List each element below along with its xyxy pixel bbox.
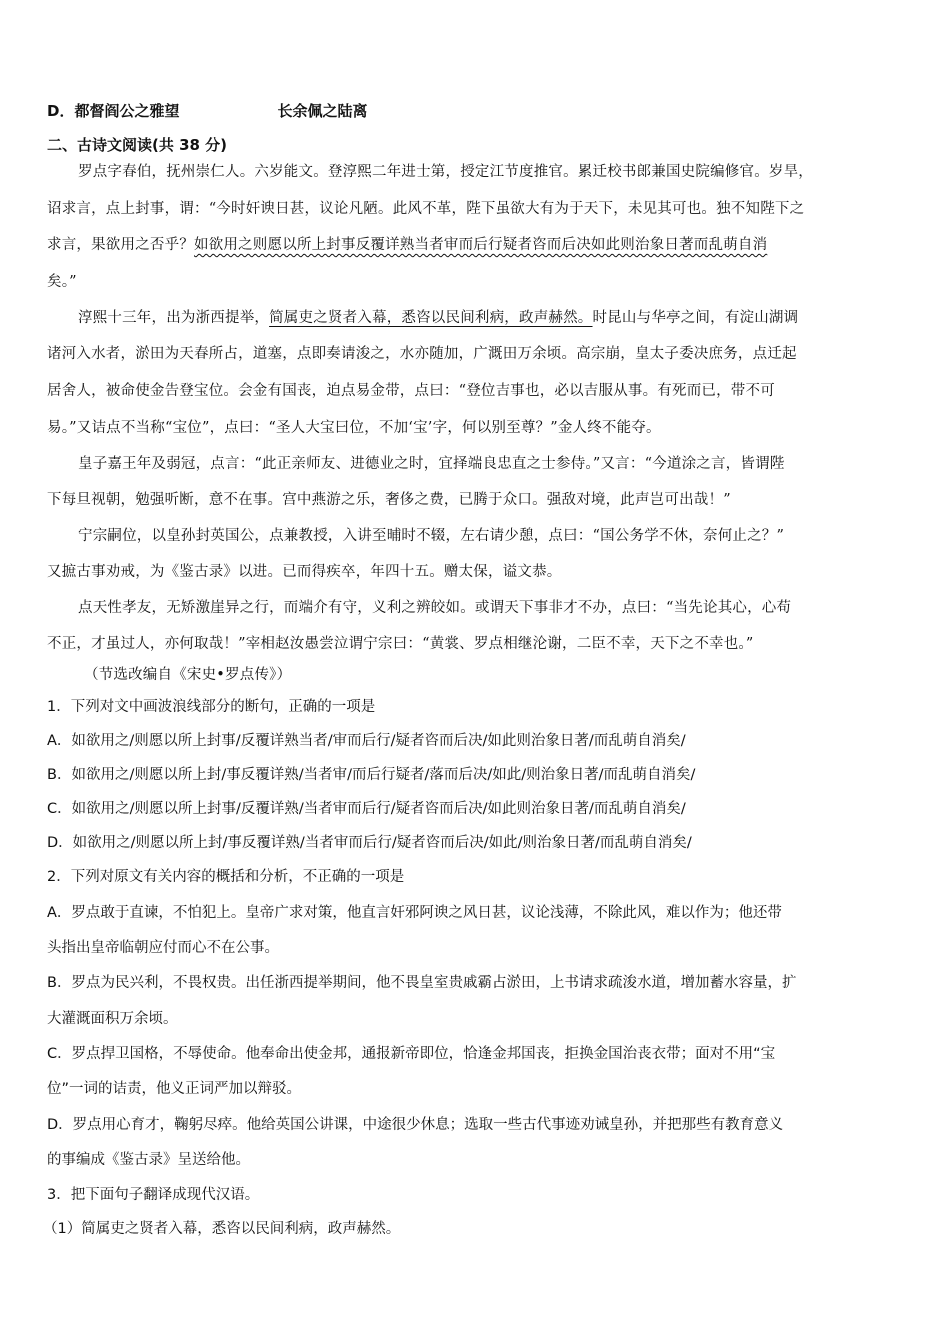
wavy-underlined-text: 如欲用之则愿以所上封事反覆详熟当者审而后行疑者咨而后决如此则治象日著而乱萌自消	[194, 237, 768, 253]
question-2-option-b: B．罗点为民兴利，不畏权贵。出任浙西提举期间，他不畏皇室贵戚霸占淤田，上书请求疏浚水道，增加蓄水容量，扩	[47, 975, 797, 991]
underlined-text: 简属吏之贤者入幕，悉咨以民间利病，政声赫然。	[269, 310, 593, 326]
section-title: 二、古诗文阅读(共 38 分)	[47, 136, 228, 154]
passage-text: 时昆山与华亭之间，有淀山湖调	[592, 310, 799, 326]
question-1: 1．下列对文中画波浪线部分的断句，正确的一项是	[47, 699, 376, 715]
question-1-option-d: D．如欲用之/则愿以所上封/事反覆详熟/当者审而后行/疑者咨而后决/如此/则治象日著/而乱萌自消矣/	[47, 835, 692, 851]
question-1-option-c: C．如欲用之/则愿以所上封事/反覆详熟/当者审而后行/疑者咨而后决/如此则治象日著/而乱萌自消矣/	[47, 801, 686, 817]
passage-line: 下每旦视朝，勉强听断，意不在事。宫中燕游之乐，奢侈之费，已腾于众口。强敌对境，此声岂可出哉！”	[47, 492, 731, 508]
question-2-option-b-cont: 大灌溉面积万余顷。	[47, 1011, 178, 1027]
passage-text: 求言，果欲用之否乎？	[47, 237, 194, 253]
question-2-option-d: D．罗点用心育才，鞠躬尽瘁。他给英国公讲课，中途很少休息；选取一些古代事迹劝诫皇孙，并把那些有教育意义	[47, 1117, 784, 1133]
question-2-option-a-cont: 头指出皇帝临朝应付而心不在公事。	[47, 940, 279, 956]
question-2-option-d-cont: 的事编成《鉴古录》呈送给他。	[47, 1152, 250, 1168]
option-d-part1: D．都督阎公之雅望	[47, 102, 180, 120]
option-d-part2: 长余佩之陆离	[277, 102, 368, 120]
passage-line: 诸河入水者，淤田为天春所占，道塞，点即奏请浚之，水亦随加，广溉田万余顷。高宗崩，皇太子委决庶务，点迁起	[47, 346, 797, 362]
passage-line: 又摭古事劝戒，为《鉴古录》以进。已而得疾卒，年四十五。赠太保，谥文恭。	[47, 564, 562, 580]
passage-text: 淳熙十三年，出为浙西提举，	[78, 310, 270, 326]
passage-line: 矣。”	[47, 274, 77, 290]
question-3: 3．把下面句子翻译成现代汉语。	[47, 1187, 260, 1203]
question-1-option-a: A．如欲用之/则愿以所上封事/反覆详熟当者/审而后行/疑者咨而后决/如此则治象日著/而乱萌自消矣/	[47, 733, 686, 749]
passage-line: 居舍人，被命使金告登宝位。会金有国丧，迫点易金带，点曰：“登位吉事也，必以吉服从事。有死而已，带不可	[47, 383, 775, 399]
option-d-line	[47, 101, 367, 121]
question-2-option-c: C．罗点捍卫国格，不辱使命。他奉命出使金邦，通报新帝即位，恰逢金邦国丧，拒换金国治丧衣带；面对不用“宝	[47, 1046, 776, 1062]
question-2-option-a: A．罗点敢于直谏，不怕犯上。皇帝广求对策，他直言奸邪阿谀之风日甚，议论浅薄，不除此风，难以作为；他还带	[47, 905, 782, 921]
passage-line: 点天性孝友，无矫激崖异之行，而端介有守，义利之辨皎如。或谓天下事非才不办，点曰：“当先论其心，心苟	[78, 600, 792, 616]
passage-line	[47, 235, 767, 255]
passage-line	[78, 308, 798, 328]
question-1-option-b: B．如欲用之/则愿以所上封/事反覆详熟/当者审/而后行疑者/落而后决/如此/则治象日著/而乱萌自消矣/	[47, 767, 696, 783]
question-3-item-1: （1）简属吏之贤者入幕，悉咨以民间利病，政声赫然。	[43, 1221, 401, 1237]
question-2-option-c-cont: 位”一词的诘责，他义正词严加以辩驳。	[47, 1081, 302, 1097]
passage-line: 不正，才虽过人，亦何取哉！”宰相赵汝愚尝泣谓宁宗曰：“黄裳、罗点相继沦谢，二臣不幸，天下之不幸也。”	[47, 636, 754, 652]
question-2: 2．下列对原文有关内容的概括和分析，不正确的一项是	[47, 869, 405, 885]
passage-line: 皇子嘉王年及弱冠，点言：“此正亲师友、进德业之时，宜择端良忠直之士参侍。”又言：“今道涂之言，皆谓陛	[78, 456, 785, 472]
passage-line: 罗点字春伯，抚州崇仁人。六岁能文。登淳熙二年进士第，授定江节度推官。累迁校书郎兼国史院编修官。岁旱，	[78, 164, 813, 180]
passage-line: 诏求言，点上封事，谓：“今时奸谀日甚，议论凡陋。此风不革，陛下虽欲大有为于天下，未见其可也。独不知陛下之	[47, 201, 805, 217]
passage-line: 宁宗嗣位，以皇孙封英国公，点兼教授，入讲至晡时不辍，左右请少憩，点曰：“国公务学不休，奈何止之？”	[78, 528, 785, 544]
passage-source: （节选改编自《宋史•罗点传》）	[84, 667, 292, 683]
passage-line: 易。”又诘点不当称“宝位”，点曰：“圣人大宝曰位，不加‘宝’字，何以别至尊？”金人终不能夺。	[47, 420, 661, 436]
